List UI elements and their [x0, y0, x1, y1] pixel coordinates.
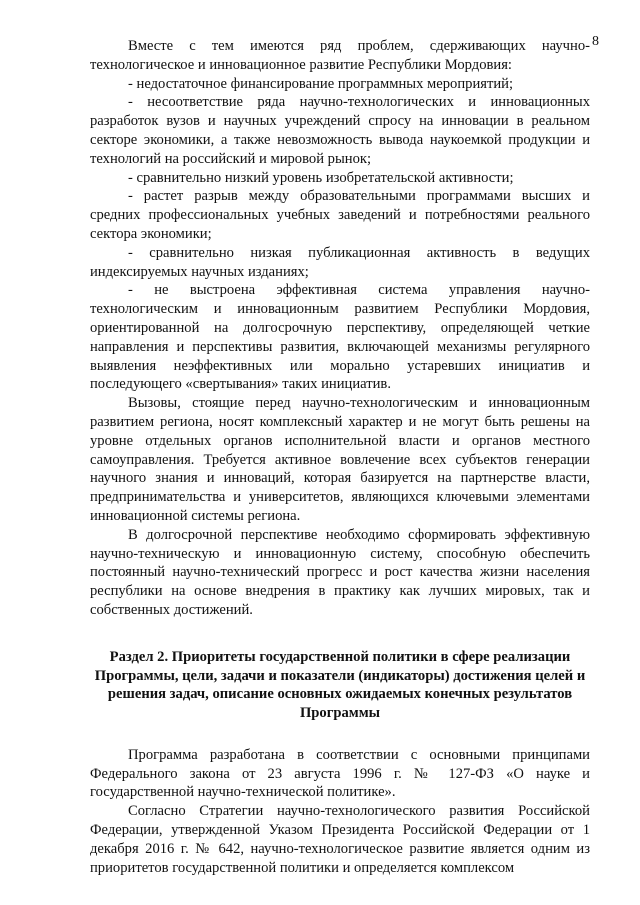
page-number: 8	[592, 34, 599, 49]
problem-item-education-gap: - растет разрыв между образовательными программами высших и средних профессиональных учебных заведений и потребностями реального сектора экономики;	[90, 188, 590, 242]
intro-paragraph: Вместе с тем имеются ряд проблем, сдерживающих научно-технологическое и инновационное развитие Республики Мордовия:	[90, 38, 590, 73]
page-body	[90, 37, 590, 877]
problem-item-mismatch: - несоответствие ряда научно-технологических и инновационных разработок вузов и научных учреждений спросу на инновации в реальном секторе экономики, а также невозможность вывода наукоемкой продукции и технологий на российский и мировой рынок;	[90, 94, 590, 167]
challenges-paragraph: Вызовы, стоящие перед научно-технологическим и инновационным развитием региона, носят комплексный характер и не могут быть решены на уровне отдельных органов исполнительной власти и органов местного самоуправления. Требуется активное вовлечение всех субъектов генерации научного знания и инноваций, которая базируется на партнерстве власти, предпринимательства и университетов, являющихся ключевыми элементами инновационной системы региона.	[90, 395, 590, 524]
section-2-paragraph-2: Согласно Стратегии научно-технологического развития Российской Федерации, утвержденной Указом Президента Российской Федерации от 1 декабря 2016 г. № 642, научно-технологическое развитие является одним из приоритетов государственной политики и определяется комплексом	[90, 803, 590, 876]
section-2-paragraph-1: Программа разработана в соответствии с основными принципами Федерального закона от 23 августа 1996 г. № 127-ФЗ «О науке и государственной научно-технической политике».	[90, 746, 590, 801]
longterm-paragraph: В долгосрочной перспективе необходимо сформировать эффективную научно-техническую и инновационную систему, способную обеспечить постоянный научно-технический прогресс и рост качества жизни населения республики на основе внедрения в практику как лучших мировых, так и собственных достижений.	[90, 526, 590, 618]
problem-item-publication-activity: - сравнительно низкая публикационная активность в ведущих индексируемых научных изданиях;	[90, 244, 590, 280]
problem-item-management-system: - не выстроена эффективная система управления научно-технологическим и инновационным развитием Республики Мордовия, ориентированной на долгосрочную перспективу, определяющей четкие направления и перспективы развития, включающей механизмы регулярного выявления неэффективных или морально устаревших инициатив и последующего «свертывания» таких инициатив.	[90, 282, 590, 393]
section-2-title: Раздел 2. Приоритеты государственной политики в сфере реализации Программы, цели, задачи и показатели (индикаторы) достижения целей и решения задач, описание основных ожидаемых конечных результатов Программы	[94, 648, 586, 722]
problem-item-inventive-activity: - сравнительно низкий уровень изобретательской активности;	[128, 169, 514, 186]
problem-item-funding: - недостаточное финансирование программных мероприятий;	[128, 75, 514, 92]
